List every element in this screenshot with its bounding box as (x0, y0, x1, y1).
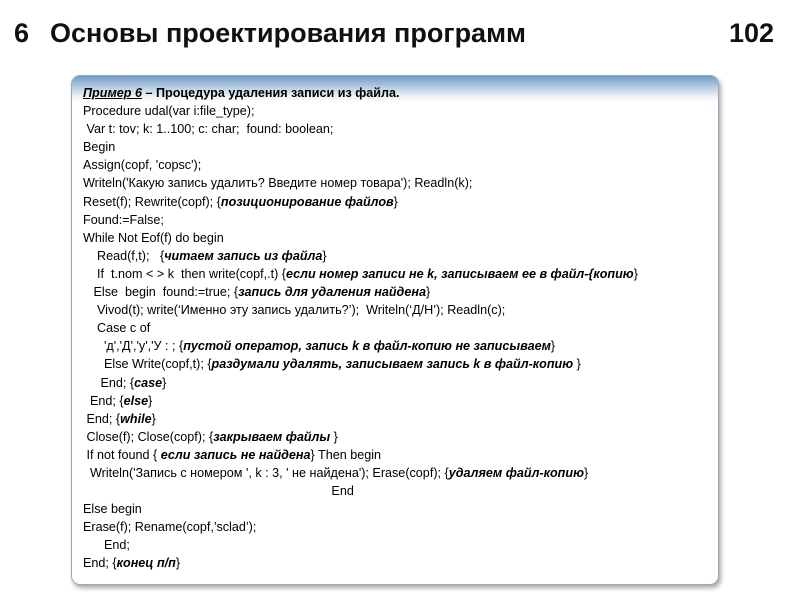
code-text: } (322, 248, 327, 263)
code-text: End; { (83, 375, 135, 390)
code-comment: case (134, 375, 163, 390)
code-comment: закрываем файлы (213, 429, 334, 444)
code-text: End; { (83, 393, 124, 408)
code-line (83, 355, 712, 373)
code-comment: else (123, 393, 149, 408)
code-line: End; (83, 538, 130, 553)
code-comment: раздумали удалять, записываем запись k в файл-копию (211, 357, 577, 372)
code-line: Else begin (83, 502, 142, 517)
code-text: 'д','Д','у','У : ; { (83, 339, 184, 354)
example-label: Пример 6 (83, 86, 142, 100)
code-text: Close(f); Close(copf); { (83, 429, 214, 444)
code-comment: если номер записи не k, записываем ее в файл-{копию (285, 266, 634, 281)
code-line (83, 247, 712, 265)
code-line: Procedure udal(var i:file_type); (83, 104, 255, 119)
code-line (83, 193, 712, 211)
code-text: Writeln('Запись с номером ', k : 3, ' не найдена'); Erase(copf); { (83, 465, 449, 480)
code-text: } (583, 465, 589, 480)
code-line (83, 446, 712, 464)
code-line: While Not Eof(f) do begin (83, 230, 224, 245)
code-comment: позиционирование файлов (220, 194, 394, 209)
code-text: } (393, 194, 398, 209)
code-line (83, 265, 712, 283)
code-line (83, 464, 712, 482)
code-line (83, 337, 712, 355)
code-line: Writeln('Какую запись удалить? Введите номер товара'); Readln(k); (83, 176, 473, 191)
code-text: Read(f,t); { (83, 248, 165, 263)
example-caption-text: – Процедура удаления записи из файла. (141, 86, 400, 100)
code-comment: конец п/п (116, 556, 176, 571)
code-text: End; { (83, 556, 117, 571)
code-comment: читаем запись из файла (164, 248, 323, 263)
code-comment: удаляем файл-копию (448, 465, 584, 480)
code-text: } (333, 429, 338, 444)
code-text: } (633, 266, 638, 281)
code-comment: пустой оператор, запись k в файл-копию не записываем (183, 339, 551, 354)
code-line (83, 428, 712, 446)
code-text: End; { (83, 411, 121, 426)
code-line: Var t: tov; k: 1..100; c: char; found: boolean; (83, 122, 334, 137)
code-text: } (550, 339, 556, 354)
code-line (83, 410, 712, 428)
page-number: 102 (728, 18, 774, 48)
code-text: } (576, 357, 581, 372)
code-text: Reset(f); Rewrite(copf); { (83, 194, 221, 209)
code-comment: while (120, 411, 152, 426)
code-text: } (175, 556, 181, 571)
code-text: } (151, 411, 156, 426)
slide-header (14, 18, 784, 58)
code-comment: если запись не найдена (160, 447, 311, 462)
example-caption (83, 84, 712, 102)
code-text: If t.nom < > k then write(copf,.t) { (83, 266, 286, 281)
code-line: Erase(f); Rename(copf,’sclad’); (83, 520, 257, 535)
code-line (83, 283, 712, 301)
code-line: Vivod(t); write(‘Именно эту запись удалить?’); Writeln(‘Д/Н’); Readln(c); (83, 303, 506, 318)
code-line: Assign(copf, 'copsc'); (83, 158, 202, 173)
code-line (83, 374, 712, 392)
code-text: If not found { (83, 447, 161, 462)
code-text: Else Write(copf,t); { (83, 357, 212, 372)
code-line (83, 554, 712, 572)
code-line: Begin (83, 140, 116, 155)
code-line: End (83, 484, 354, 499)
code-text: } (425, 285, 431, 300)
code-listing-box (71, 75, 719, 585)
code-text: } Then begin (310, 447, 382, 462)
code-text: } (148, 393, 153, 408)
code-line (83, 392, 712, 410)
code-line: Case c of (83, 321, 151, 336)
code-listing (83, 84, 712, 573)
chapter-number: 6 (14, 18, 30, 48)
code-text: } (162, 375, 167, 390)
code-text: Else begin found:=true; { (83, 285, 239, 300)
code-comment: запись для удаления найдена (238, 285, 426, 300)
code-line: Found:=False; (83, 212, 164, 227)
chapter-title: Основы проектирования программ (50, 18, 527, 48)
